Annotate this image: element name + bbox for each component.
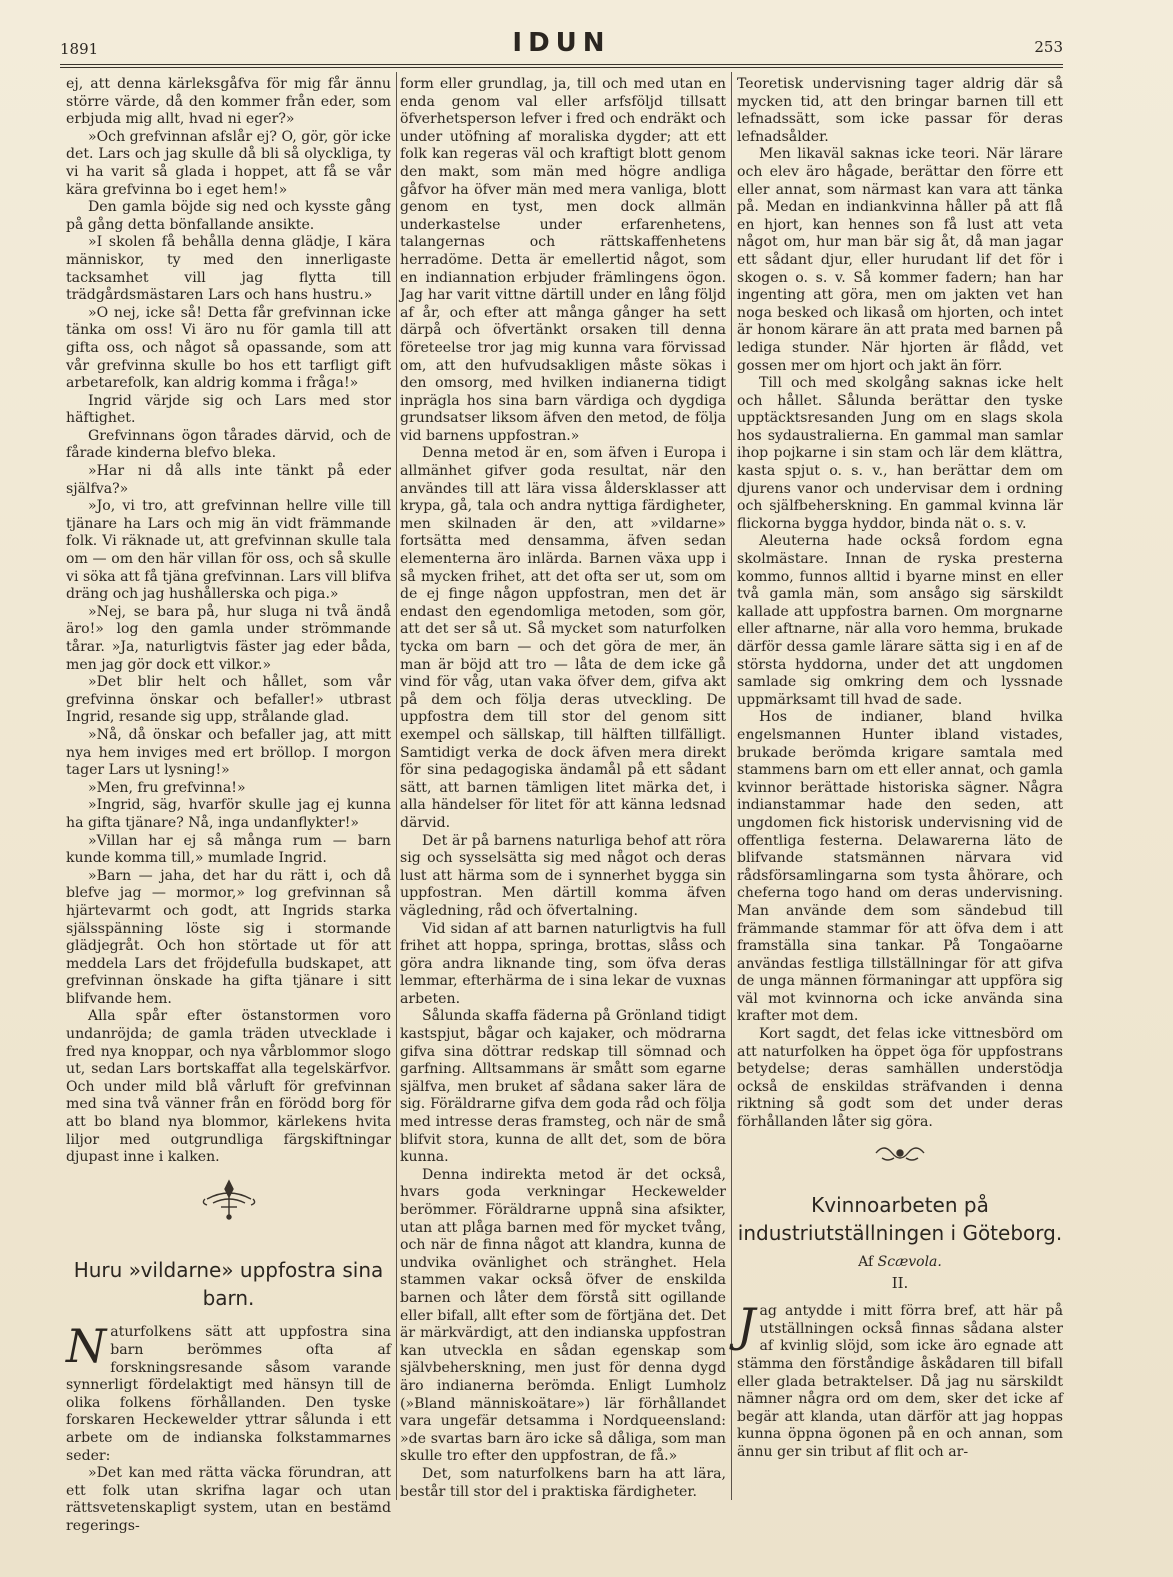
paragraph: »Och grefvinnan afslår ej? O, gör, gör icke det. Lars och jag skulle då bli så olyckliga, ty vi ha varit så glada i hoppet, att få se vår kära grefvinna bo i eget hem!» [66, 128, 391, 198]
paragraph: »Har ni då alls inte tänkt på eder själfva?» [66, 463, 391, 497]
decorative-ornament-icon [66, 1177, 391, 1227]
article-heading: Huru »vildarne» uppfostra sina barn. [73, 1258, 384, 1311]
header-year: 1891 [60, 40, 99, 58]
paragraph: »Villan har ej så många rum — barn kunde komma till,» mumlade Ingrid. [66, 832, 391, 867]
column-divider [396, 72, 397, 1500]
paragraph: Grefvinnans ögon tårades därvid, och de fårade kinderna blefvo bleka. [66, 427, 391, 462]
decorative-flourish-icon [737, 1142, 1063, 1170]
paragraph: »Nej, se bara på, hur sluga ni två ändå äro!» log den gamla under strömmande tårar. »Ja, naturligtvis fäster jag eder båda, men jag gör dock ett vilkor.» [66, 603, 391, 673]
lead-text: ag antydde i mitt förra bref, att här på utställningen också finnas sådana alster af kvinlig slöjd, som icke äro egnade att stämma den förståndige åskådaren till bifall eller glada betraktelser. Då jag nu särskildt nämner några ord om dem, sker det icke af begär att klanda, utan därför att jag hoppas kunna öppna ögonen på en och annan, som ännu ger sin tribut af flit och ar- [737, 1303, 1063, 1460]
header-rule [60, 64, 1063, 68]
paragraph: Men likaväl saknas icke teori. När lärare och elev äro hågade, berättar den förre ett eller annat, som närmast kan vara att tänka på. Medan en indiankvinna håller på att flå en hjort, kan hennes son få lust att veta något om, hur man bär sig åt, då man jagar ett sådant djur, eller hurudant lif det för i skogen o. s. v. Så kommer fadern; han har ingenting att göra, men om jakten vet han noga besked och likaså om hjorten, och intet är honom kärare än att prata med barnen på lediga stunder. När hjorten är flådd, vet gossen mer om hjort och jakt än förr. [737, 146, 1063, 374]
page-number: 253 [1034, 38, 1063, 56]
paragraph: Till och med skolgång saknas icke helt och hållet. Sålunda berättar den tyske upptäcktsresanden Jung om en slags skola hos sydaustralierna. En gammal man samlar ihop pojkarne i sin stam och lär dem klättra, kasta spjut o. s. v., han berättar dem om djurens vanor och undervisar dem i ordning och själfbeherskning. En gammal kvinna lär flickorna bygga hyddor, binda nät o. s. v. [737, 375, 1063, 532]
lead-text: aturfolkens sätt att uppfostra sina barn berömmes ofta af forskningsresande såsom varande synnerligt fördelaktigt med hänsyn till de olika folkens förhållanden. Den tyske forskaren Heckewelder yttrar sålunda i ett arbete om de indianska folkstammarnes seder: [66, 1324, 391, 1464]
paragraph: »Barn — jaha, det har du rätt i, och då blefve jag — mormor,» log grefvinnan så hjärtevarmt och godt, att Ingrids starka själsspänning löste sig i stormande glädjegråt. Och hon störtade ut för att meddela Lars det fröjdefulla budskapet, att grefvinnan önskade ha gifta tjänare i sitt blifvande hem. [66, 867, 391, 1007]
paragraph: Ingrid värjde sig och Lars med stor häftighet. [66, 392, 391, 427]
paragraph: »I skolen få behålla denna glädje, I kära människor, ty med den innerligaste tacksamhet vill jag flytta till trädgårdsmästaren Lars och hans hustru.» [66, 234, 391, 304]
column-3 [737, 76, 1063, 1462]
paragraph: »Det blir helt och hållet, som vår grefvinna önskar och befaller!» utbrast Ingrid, resande sig upp, strålande glad. [66, 674, 391, 726]
byline [737, 1253, 1063, 1271]
paragraph: »Nå, då önskar och befaller jag, att mitt nya hem inviges med ert bröllop. I morgon tager Lars ut lysning!» [66, 726, 391, 779]
paragraph: Det, som naturfolkens barn ha att lära, består till stor del i praktiska färdigheter. [400, 1465, 726, 1500]
paragraph: Det är på barnens naturliga behof att röra sig och sysselsätta sig med något och deras lust att härma som de i synnerhet bygga sin uppfostran. Men därtill komma äfven vägledning, råd och öfvertalning. [400, 832, 726, 919]
part-number: II. [891, 1274, 909, 1293]
paragraph: Alla spår efter östanstormen voro undanröjda; de gamla träden utvecklade i fred nya knoppar, och nya vårblommor slogo ut, sedan Lars bortskaffat alla tegelskärfvor. Och under mild blå vårluft för grefvinnan med sina två vänner från en förödd borg för att bo bland nya blommor, kärlekens hvita liljor med outgrundliga färgskiftningar djupast inne i kalken. [66, 1008, 391, 1166]
column-2 [400, 76, 726, 1501]
paragraph: Den gamla böjde sig ned och kysste gång på gång detta bönfallande ansikte. [66, 199, 391, 233]
paragraph: ej, att denna kärleksgåfva för mig får ännu större värde, då den kommer från eder, som erbjuda mig allt, hvad ni eger?» [66, 76, 391, 128]
masthead-title: IDUN [512, 28, 611, 58]
paragraph: »Det kan med rätta väcka förundran, att ett folk utan skrifna lagar och utan rättsvetenskapligt system, utan en bestämd regerings- [66, 1465, 391, 1534]
paragraph: Teoretisk undervisning tager aldrig där så mycken tid, att den bringar barnen till ett lefnadssätt, som icke passar för deras lefnadsålder. [737, 76, 1063, 145]
drop-cap: N [66, 1319, 107, 1374]
paragraph: Vid sidan af att barnen naturligtvis ha full frihet att hoppa, springa, brottas, slåss och göra andra liknande ting, som öfva deras lemmar, efterhärma de i sina lekar de vuxnas arbeten. [400, 920, 726, 1007]
paragraph: Kort sagdt, det felas icke vittnesbörd om att naturfolken ha öppet öga för uppfostrans betydelse; deras samhällen understödja också de enskildas sträfvanden i denna riktning så godt som det under deras förhållanden låter sig göra. [737, 1026, 1063, 1131]
paragraph: »Jo, vi tro, att grefvinnan hellre ville till tjänare ha Lars och mig än vidt främmande folk. Vi räknade ut, att grefvinnan skulle tala om — om den här villan för oss, och så skulle vi söka att få tjäna grefvinnan. Lars vill blifva dräng och jag hushållerska och piga.» [66, 498, 391, 603]
column-1 [66, 76, 391, 1536]
page-header [60, 28, 1063, 62]
article-lead-paragraph [737, 1298, 1063, 1461]
byline-prefix: Af [858, 1254, 874, 1271]
paragraph: »Ingrid, säg, hvarför skulle jag ej kunna ha gifta tjänare? Nå, inga undanflykter!» [66, 797, 391, 831]
drop-cap: J [737, 1298, 756, 1353]
article-lead-paragraph [66, 1319, 391, 1465]
paragraph: Aleuterna hade också fordom egna skolmästare. Innan de ryska presterna kommo, funnos alltid i byarne minst en eller två gamla män, som ansågo sig särskildt kallade att uppfostra barnen. Om morgnarne eller aftnarne, när alla voro hemma, brukade därför dessa gamle lärare sätta sig i en af de största hyddorna, under det att ungdomen samlade sig omkring dem och lyssnade uppmärksamt till hvad de sade. [737, 533, 1063, 708]
paragraph: form eller grundlag, ja, till och med utan en enda genom val eller arfsföljd tillsatt öfverhetsperson lefver i fred och endräkt och under utöfning af moraliska dygder; att ett folk kan regeras väl och kraftigt blott genom den makt, som män med högre andliga gåfvor ha öfver män med mera vanliga, blott genom en tyst, men dock allmän underkastelse under erfarenhetens, talangernas och rättskaffenhetens herradöme. Detta är emellertid något, som en indiannation erbjuder främlingens ögon. Jag har varit vittne därtill under en lång följd af år, och efter att många gånger ha sett därpå och öfvertänkt orsaken till denna företeelse tror jag mig kunna vara förvissad om, att den hufvudsakligen måste sökas i den omsorg, med hvilken indianerna tidigt inpräglа hos sina barn värdiga och dygdiga grundsatser liksom äfven den metod, de följa vid barnens uppfostran.» [400, 76, 726, 444]
paragraph: Hos de indianer, bland hvilka engelsmannen Hunter ibland vistades, brukade berömda krigare samtala med stammens barn om ett eller annat, och gamla kvinnor berättade historiska sägner. Några indianstammar hade den seden, att ungdomen fick historisk undervisning vid de offentliga festerna. Delawarerna läto de blifvande statsmännen närvara vid rådsförsamlingarna som tysta åhörare, och cheferna togo hand om deras undervisning. Man använde dem som sändebud till främmande stammar för att öfva dem i att framställa sina tankar. På Tongaöarne användas festliga tillställningar för att gifva de unga männen förmaningar att uppföra sig väl mot kvinnorna och icke använda sina krafter mot dem. [737, 709, 1063, 1025]
paragraph: Sålunda skaffa fäderna på Grönland tidigt kastspjut, bågar och kajaker, och mödrarna gifva sina döttrar redskap till sömnad och garfning. Alltsammans är smått som egarne själfva, men bruket af sådana saker lära de sig. Föräldrarne gifva dem goda råd och följa med intresse deras framsteg, och när de små blifvit stora, kunna de allt det, som de böra kunna. [400, 1008, 726, 1166]
article-heading: Kvinnoarbeten på industriutställningen i Göteborg. [737, 1193, 1063, 1246]
column-divider [731, 72, 732, 1500]
byline-author: Scævola. [877, 1254, 942, 1271]
paragraph: »O nej, icke så! Detta får grefvinnan icke tänka om oss! Vi äro nu för gamla till att gifta oss, och något så opassande, som att vår grefvinna skulle bo hos ett tarfligt gift arbetarefolk, kan aldrig komma i fråga!» [66, 304, 391, 392]
paragraph: »Men, fru grefvinna!» [88, 779, 246, 796]
paragraph: Denna indirekta metod är det också, hvars goda verkningar Heckewelder berömmer. Föräldrarne uppnå sina afsikter, utan att plåga barnen med för mycket tvång, och när de finna något att klandra, kunna de undvika ovänlighet och stränghet. Hela stammen vakar också öfver de enskilda barnen och låter dem förstå sitt ogillande eller bifall, allt efter som de förtjäna det. Det är märkvärdigt, att den indianska uppfostran kan utveckla en sådan egenskap som självbeherskning, men just för denna dygd äro indianerna berömda. Enligt Lumholz (»Bland människoätare») lär förhållandet vara ungefär detsamma i Nordqueensland: »de svartas barn äro icke så dåliga, som man skulle tro efter den uppfostran, de få.» [400, 1166, 726, 1465]
paragraph: Denna metod är en, som äfven i Europa i allmänhet gifver goda resultat, när den användes till att lära vissa åldersklasser att krypa, gå, tala och andra nyttiga färdigheter, men skilnaden är den, att »vildarne» fortsätta med densamma, äfven sedan elementerna äro inlärda. Barnen växa upp i så mycken frihet, att det ofta ser ut, som om de ej finge någon uppfostran, men det är endast den egendomliga metoden, som gör, att det ser så ut. Så mycket som naturfolken tycka om barn — och det göra de mer, än man är böjd att tro — låta de dem icke gå vind för våg, utan vaka öfver dem, gifva akt på dem och följa deras utveckling. De uppfostra dem till stor del genom sitt exempel och sällskap, till hälften tillfälligt. Samtidigt verka de dock äfven mera direkt för sina pedagogiska ändamål på ett sådant sätt, att barnen tämligen litet märka det, i alla händelser för litet för att känna ledsnad därvid. [400, 445, 726, 831]
